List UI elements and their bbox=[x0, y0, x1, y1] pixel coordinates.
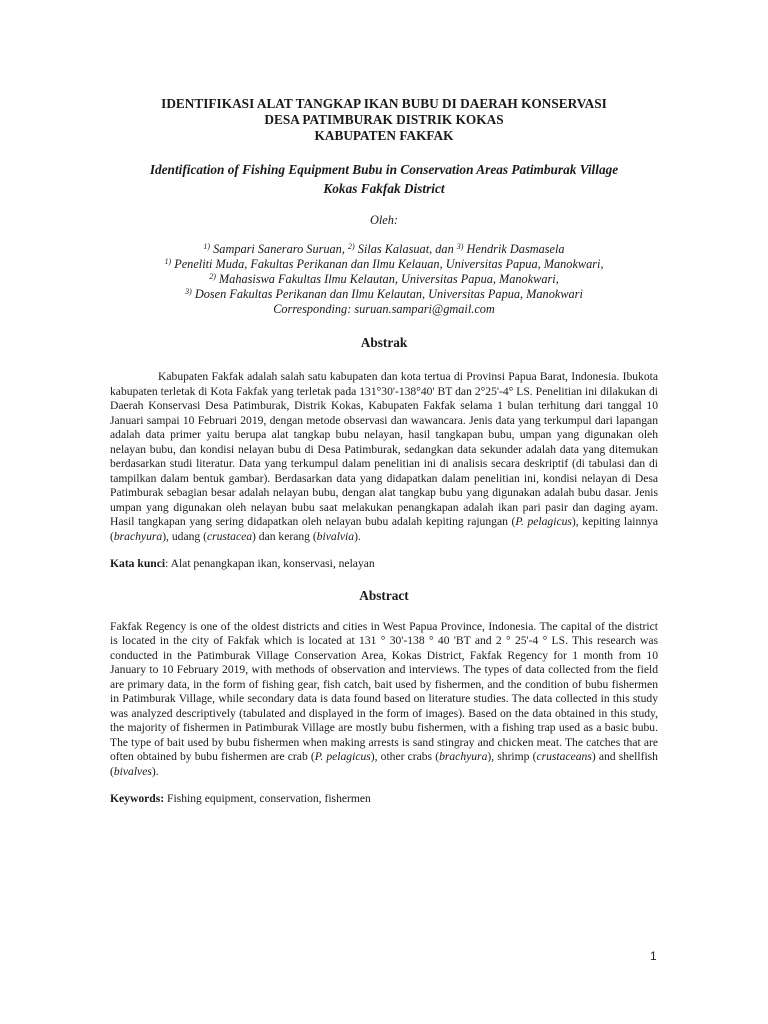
abstract-text: ). bbox=[151, 765, 159, 779]
species-name: bivalves bbox=[113, 765, 152, 779]
page-number: 1 bbox=[650, 949, 657, 963]
affiliation-text: Dosen Fakultas Perikanan dan Ilmu Kelautan, Universitas Papua, Manokwari bbox=[191, 287, 583, 301]
affiliation-sup: 3) bbox=[185, 287, 192, 296]
abstrak-text: ), kepiting lainnya ( bbox=[110, 515, 658, 544]
author-name: Hendrik Dasmasela bbox=[463, 242, 565, 256]
affiliation-sup: 1) bbox=[164, 257, 172, 266]
abstrak-text: ), udang ( bbox=[162, 530, 207, 544]
author-name: Silas Kalasuat, dan bbox=[354, 242, 457, 256]
affiliation bbox=[110, 257, 658, 272]
title-line: KABUPATEN FAKFAK bbox=[314, 128, 454, 143]
abstrak-text: ) dan kerang ( bbox=[252, 530, 317, 544]
affiliation bbox=[110, 272, 658, 287]
paper-title bbox=[110, 96, 658, 144]
keywords-label: Keywords: bbox=[110, 791, 165, 805]
affiliation-text: Mahasiswa Fakultas Ilmu Kelautan, Universitas Papua, Manokwari, bbox=[215, 272, 559, 286]
title-line: DESA PATIMBURAK DISTRIK KOKAS bbox=[264, 112, 504, 127]
kata-kunci-label: Kata kunci bbox=[110, 556, 166, 570]
abstrak-heading: Abstrak bbox=[360, 335, 408, 350]
species-name: P. pelagicus bbox=[314, 750, 371, 764]
abstract-text: ), other crabs ( bbox=[370, 750, 440, 764]
author-sup: 2) bbox=[347, 242, 355, 251]
species-name: brachyura bbox=[439, 750, 488, 764]
abstract-heading: Abstract bbox=[359, 587, 409, 603]
abstrak-text: ). bbox=[354, 530, 361, 544]
paper-page bbox=[110, 96, 658, 805]
english-title-line: Identification of Fishing Equipment Bubu in Conservation Areas Patimburak Village bbox=[149, 162, 619, 177]
kata-kunci-text: : Alat penangkapan ikan, konservasi, nelayan bbox=[165, 556, 375, 570]
oleh-label: Oleh: bbox=[370, 213, 398, 227]
species-name: crustaceans bbox=[536, 750, 592, 764]
author-name: Sampari Saneraro Suruan, bbox=[210, 242, 348, 256]
species-name: bivalvia bbox=[316, 530, 355, 544]
affiliation bbox=[110, 287, 658, 302]
species-name: brachyura bbox=[113, 530, 163, 544]
author-block bbox=[110, 242, 658, 317]
abstract-text: Fakfak Regency is one of the oldest districts and cities in West Papua Province, Indonesia. The capital of the district is located in the city of Fakfak which is located at 131 ° 30'-138 ° 40 'BT and 2 ° 25'-4 ° LS. This research was conducted in the Patimburak Village Conservation Area, Kokas District, Fakfak Regency for 1 month from 10 January to 10 February 2019, with methods of observation and interviews. The types of data collected from the field are primary data, in the form of fishing gear, fish catch, bait used by fishermen, and the condition of bubu fishermen in Patimburak Village, while secondary data is data found based on literature studies. The data collected in this study was analyzed descriptively (tabulated and displayed in the form of images). Based on the data obtained in this study, the majority of fishermen in Patimburak Village are mostly bubu fishermen, with a fishing trap used as a basic bubu. The type of bait used by bubu fishermen when making arrests is sand stingray and chicken meat. The catches that are often obtained by bubu fishermen are crab ( bbox=[110, 619, 658, 764]
abstrak-text: Kabupaten Fakfak adalah salah satu kabupaten dan kota tertua di Provinsi Papua Barat, Indonesia. Ibukota kabupaten terletak di Kota Fakfak yang terletak pada 131°30'-138°40' BT dan 2°25'-4° LS. Penelitian ini dilakukan di Daerah Konservasi Desa Patimburak, Distrik Kokas, Kabupaten Fakfak selama 1 bulan terhitung dari tanggal 10 Januari sampai 10 Februari 2019, dengan metode observasi dan wawancara. Jenis data yang terkumpul dari lapangan adalah data primer yaitu berupa alat tangkap bubu nelayan, hasil tangkapan bubu, umpan yang digunakan oleh nelayan bubu, dan kondisi nelayan bubu di Desa Patimburak, sedangkan data sekunder adalah data yang ditemukan berdasarkan studi literatur. Data yang terkumpul dalam penelitian ini di analisis secara deskriptif (di tabulasi dan di tampilkan dalam bentuk gambar). Berdasarkan data yang didapatkan dalam penelitian ini, kondisi nelayan di Desa Patimburak sebagian besar adalah nelayan bubu, dengan alat tangkap bubu yang digunakan adalah bubu dasar. Jenis umpan yang digunakan oleh nelayan bubu saat melakukan penangkapan adalah ikan pari pasir dan daging ayam. Hasil tangkapan yang sering didapatkan oleh nelayan bubu adalah kepiting rajungan ( bbox=[110, 370, 658, 529]
kata-kunci bbox=[110, 557, 658, 570]
author-names bbox=[110, 242, 658, 257]
title-line: IDENTIFIKASI ALAT TANGKAP IKAN BUBU DI DAERAH KONSERVASI bbox=[161, 96, 607, 111]
corresponding-email: Corresponding: suruan.sampari@gmail.com bbox=[273, 302, 495, 316]
english-title-line: Kokas Fakfak District bbox=[323, 181, 445, 196]
species-name: crustacea bbox=[206, 530, 253, 544]
species-name: P. pelagicus bbox=[515, 515, 572, 529]
affiliation-text: Peneliti Muda, Fakultas Perikanan dan Ilmu Kelauan, Universitas Papua, Manokwari, bbox=[171, 257, 604, 271]
author-sup: 3) bbox=[456, 242, 464, 251]
keywords bbox=[110, 792, 658, 805]
author-sup: 1) bbox=[203, 242, 211, 251]
abstrak-body bbox=[110, 370, 658, 545]
abstract-text: ), shrimp ( bbox=[487, 750, 537, 764]
abstract-text: ) and shellfish ( bbox=[110, 750, 658, 779]
english-title bbox=[110, 160, 658, 198]
affiliation-sup: 2) bbox=[209, 272, 216, 281]
keywords-text: Fishing equipment, conservation, fishermen bbox=[164, 791, 371, 805]
abstract-body bbox=[110, 620, 658, 780]
